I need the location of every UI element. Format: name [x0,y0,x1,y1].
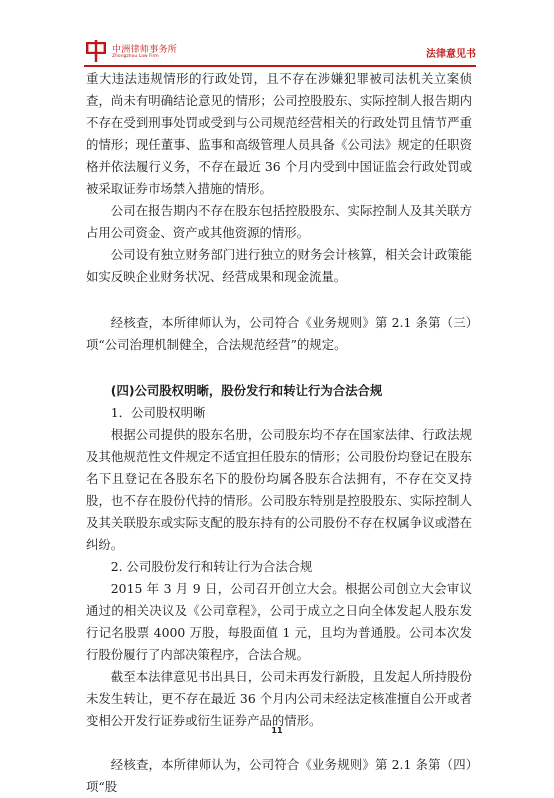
header-divider [84,65,476,67]
conclusion-paragraph: 经核查，本所律师认为，公司符合《业务规则》第 2.1 条第（三）项“公司治理机制健全，合法规范经营”的规定。 [86,315,472,352]
paragraph: 2015 年 3 月 9 日，公司召开创立大会。根据公司创立大会审议通过的相关决议及《公司章程》，公司于成立之日向全体发起人股东发行记名股票 4000 万股，每股面值 1 元，且均为普通股。公司本次发行股份履行了内部决策程序，合法合规。 [86,581,472,662]
firm-name-en: Zhongzhou Law Firm [112,54,159,59]
paragraph: 公司设有独立财务部门进行独立的财务会计核算，相关会计政策能如实反映企业财务状况、经营成果和现金流量。 [86,247,472,284]
paragraph: 公司在报告期内不存在股东包括控股股东、实际控制人及其关联方占用公司资金、资产或其他资源的情形。 [86,203,472,240]
subsection-title: 1．公司股权明晰 [110,405,206,420]
page-number: 11 [271,726,283,735]
paragraph: 重大违法违规情形的行政处罚，且不存在涉嫌犯罪被司法机关立案侦查，尚未有明确结论意见的情形；公司控股股东、实际控制人报告期内不存在受到刑事处罚或受到与公司规范经营相关的行政处罚且情节严重的情形；现任董事、监事和高级管理人员具备《公司法》规定的任职资格并依法履行义务，不存在最近 36 个月内受到中国证监会行政处罚或被采取证券市场禁入措施的情形。 [86,71,472,196]
subsection-title: 2. 公司股份发行和转让行为合法合规 [110,559,313,574]
paragraph: 截至本法律意见书出具日，公司未再发行新股，且发起人所持股份未发生转让，更不存在最近 36 个月内公司未经法定核准擅自公开或者变相公开发行证券或衍生证券产品的情形。 [86,669,472,728]
document-type-label: 法律意见书 [426,49,476,60]
page-header [84,40,476,64]
firm-name-cn: 中洲律师事务所 [112,45,178,55]
document-body [86,68,472,798]
section-heading: (四)公司股权明晰，股份发行和转让行为合法合规 [110,383,383,398]
paragraph: 根据公司提供的股东名册，公司股东均不存在国家法律、行政法规及其他规范性文件规定不适宜担任股东的情形；公司股份均登记在股东名下且登记在各股东名下的股份均属各股东合法拥有，不存在交叉持股，也不存在股份代持的情形。公司股东特别是控股股东、实际控制人及其关联股东或实际支配的股东持有的公司股份不存在权属争议或潜在纠纷。 [86,427,472,552]
law-firm-logo-icon [84,40,108,62]
conclusion-paragraph: 经核查，本所律师认为，公司符合《业务规则》第 2.1 条第（四）项“股 [86,757,472,794]
